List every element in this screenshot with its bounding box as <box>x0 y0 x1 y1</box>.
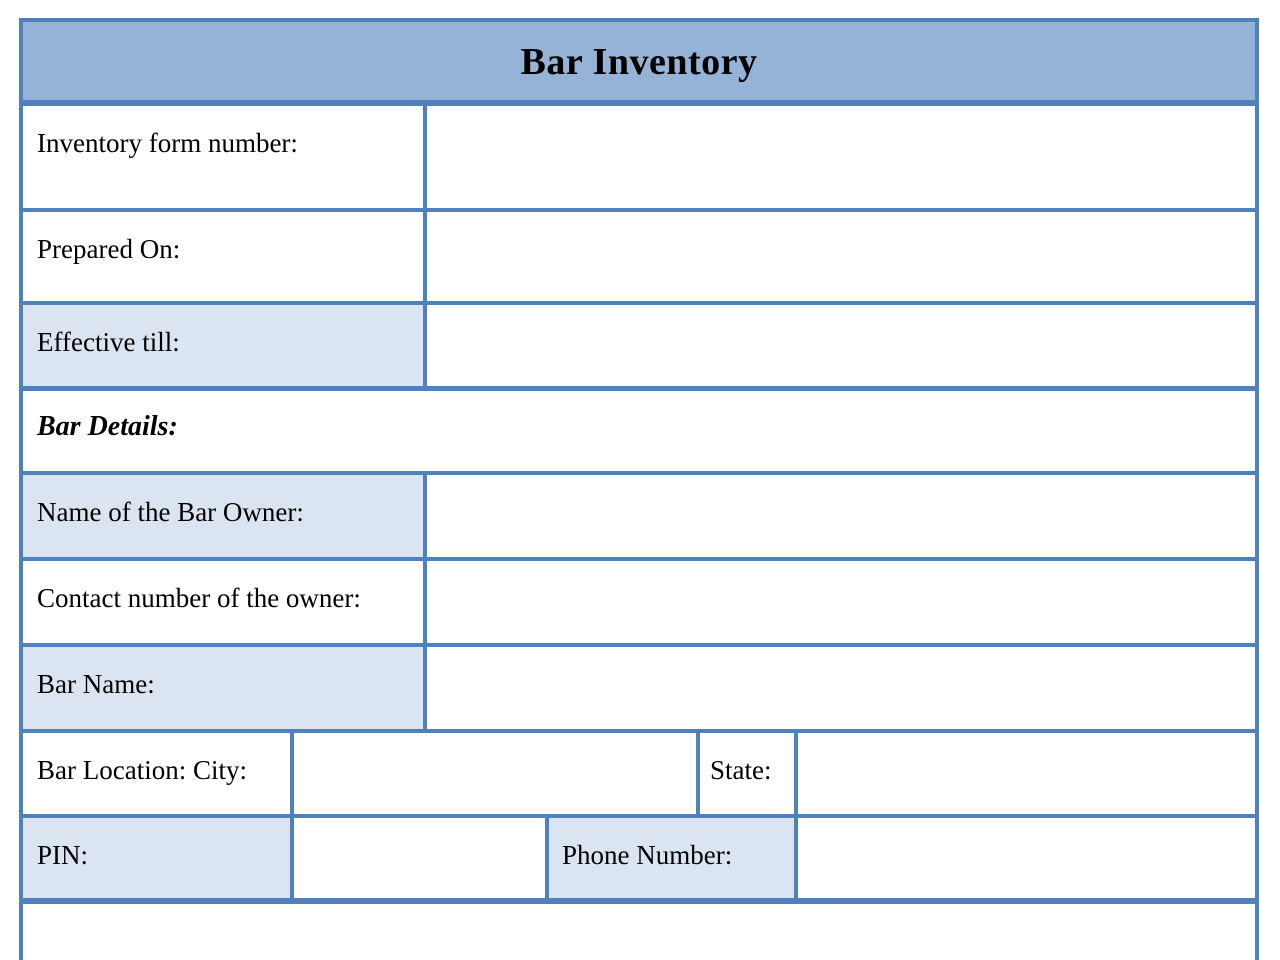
effective-till-label: Effective till: <box>23 305 423 386</box>
row-bar-details-section <box>23 391 1255 475</box>
row-effective-till <box>23 305 1255 391</box>
effective-till-input[interactable] <box>423 305 1255 386</box>
state-label: State: <box>696 733 794 814</box>
inventory-form-number-label: Inventory form number: <box>37 128 298 158</box>
bar-details-section-heading: Bar Details: <box>37 411 178 442</box>
pin-input[interactable] <box>290 818 545 898</box>
row-prepared-on <box>23 212 1255 305</box>
bar-owner-name-input[interactable] <box>423 475 1255 557</box>
row-owner-contact-number <box>23 561 1255 647</box>
owner-contact-number-input[interactable] <box>423 561 1255 643</box>
prepared-on-label: Prepared On: <box>37 234 181 264</box>
bar-inventory-form-table <box>19 18 1259 960</box>
row-bar-name <box>23 647 1255 733</box>
bar-name-input[interactable] <box>423 647 1255 729</box>
bar-location-city-input[interactable] <box>290 733 696 814</box>
pin-label: PIN: <box>23 818 290 898</box>
owner-contact-number-label: Contact number of the owner: <box>37 583 361 613</box>
form-header <box>23 22 1255 106</box>
row-bar-owner-name <box>23 475 1255 561</box>
phone-number-input[interactable] <box>794 818 1255 898</box>
phone-number-label: Phone Number: <box>545 818 794 898</box>
next-row-clipped-cell <box>23 904 1255 960</box>
inventory-form-number-input[interactable] <box>423 106 1255 208</box>
prepared-on-input[interactable] <box>423 212 1255 301</box>
state-input[interactable] <box>794 733 1255 814</box>
row-bar-location <box>23 733 1255 818</box>
row-inventory-form-number <box>23 106 1255 212</box>
form-title: Bar Inventory <box>520 41 758 83</box>
row-pin-phone <box>23 818 1255 904</box>
row-next-partial <box>23 904 1255 960</box>
bar-name-label: Bar Name: <box>23 647 423 729</box>
bar-owner-name-label: Name of the Bar Owner: <box>23 475 423 557</box>
bar-location-city-label: Bar Location: City: <box>37 755 247 785</box>
